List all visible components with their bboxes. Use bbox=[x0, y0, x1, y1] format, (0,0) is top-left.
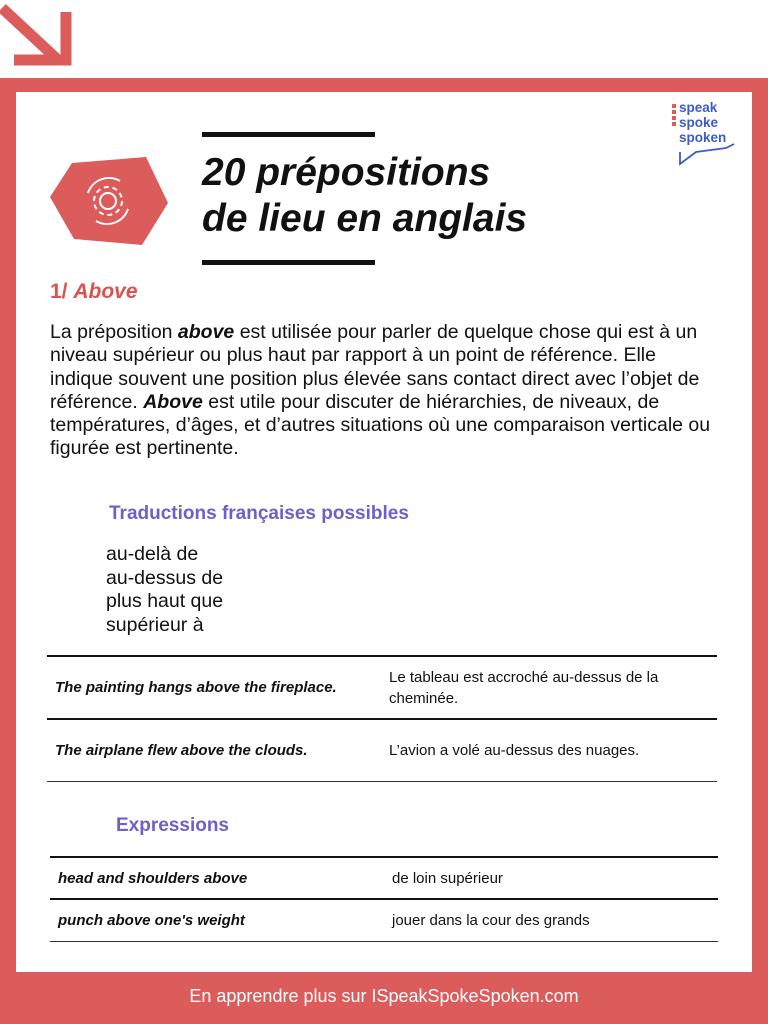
desc-text-1: La préposition bbox=[50, 321, 178, 343]
translation-item: supérieur à bbox=[106, 613, 204, 636]
title-line-2: de lieu en anglais bbox=[202, 197, 528, 240]
arrow-down-right-icon bbox=[0, 0, 80, 72]
title-line-1: 20 prépositions bbox=[202, 151, 491, 194]
logo-line-3: spoken bbox=[679, 130, 727, 145]
section-number: 1/ bbox=[50, 280, 68, 303]
translation-item: au-dessus de bbox=[106, 566, 224, 589]
desc-keyword-1: above bbox=[177, 321, 235, 343]
expression-fr: jouer dans la cour des grands bbox=[384, 899, 718, 941]
title-rule-bottom bbox=[202, 260, 375, 265]
description-paragraph bbox=[50, 321, 720, 461]
translations-list bbox=[106, 543, 223, 637]
section-heading bbox=[50, 280, 138, 304]
desc-keyword-2: Above bbox=[143, 390, 203, 413]
examples-table bbox=[47, 655, 717, 782]
table-row bbox=[47, 719, 717, 781]
expressions-heading: Expressions bbox=[116, 815, 229, 836]
table-row bbox=[47, 656, 717, 719]
example-fr: L’avion a volé au-dessus des nuages. bbox=[381, 719, 717, 781]
footer-link[interactable]: En apprendre plus sur ISpeakSpokeSpoken.com bbox=[189, 986, 579, 1006]
example-en: The airplane flew above the clouds. bbox=[47, 719, 381, 781]
expression-fr: de loin supérieur bbox=[384, 857, 718, 899]
logo-line-1: speak bbox=[679, 100, 718, 115]
section-name: Above bbox=[73, 280, 138, 303]
translations-heading: Traductions françaises possibles bbox=[109, 503, 409, 524]
title-rule-top bbox=[202, 132, 375, 137]
expression-en: head and shoulders above bbox=[50, 857, 384, 899]
logo-line-2: spoke bbox=[679, 115, 719, 130]
expressions-table bbox=[50, 856, 718, 942]
page-title bbox=[202, 150, 527, 242]
logo-text bbox=[679, 100, 726, 145]
desc-text-2: est utilisée pour parler de quelque chose qui est à un niveau supérieur ou plus haut par rapport à un point de référence. Elle indique souvent une position plus élevée sans contact direct avec l’objet de référence. bbox=[50, 321, 700, 413]
example-fr: Le tableau est accroché au-dessus de la cheminée. bbox=[381, 656, 717, 719]
desc-text-3: est utile pour discuter de hiérarchies, de niveaux, de températures, d’âges, et d’autres situations où une comparaison verticale ou figurée est pertinente. bbox=[50, 390, 711, 460]
translation-item: plus haut que bbox=[106, 590, 224, 612]
translation-item: au-delà de bbox=[106, 543, 199, 565]
expression-en: punch above one's weight bbox=[50, 899, 384, 941]
table-row bbox=[50, 899, 718, 941]
gear-hexagon-icon bbox=[50, 157, 168, 245]
table-row bbox=[50, 857, 718, 899]
example-en: The painting hangs above the fireplace. bbox=[47, 656, 381, 719]
